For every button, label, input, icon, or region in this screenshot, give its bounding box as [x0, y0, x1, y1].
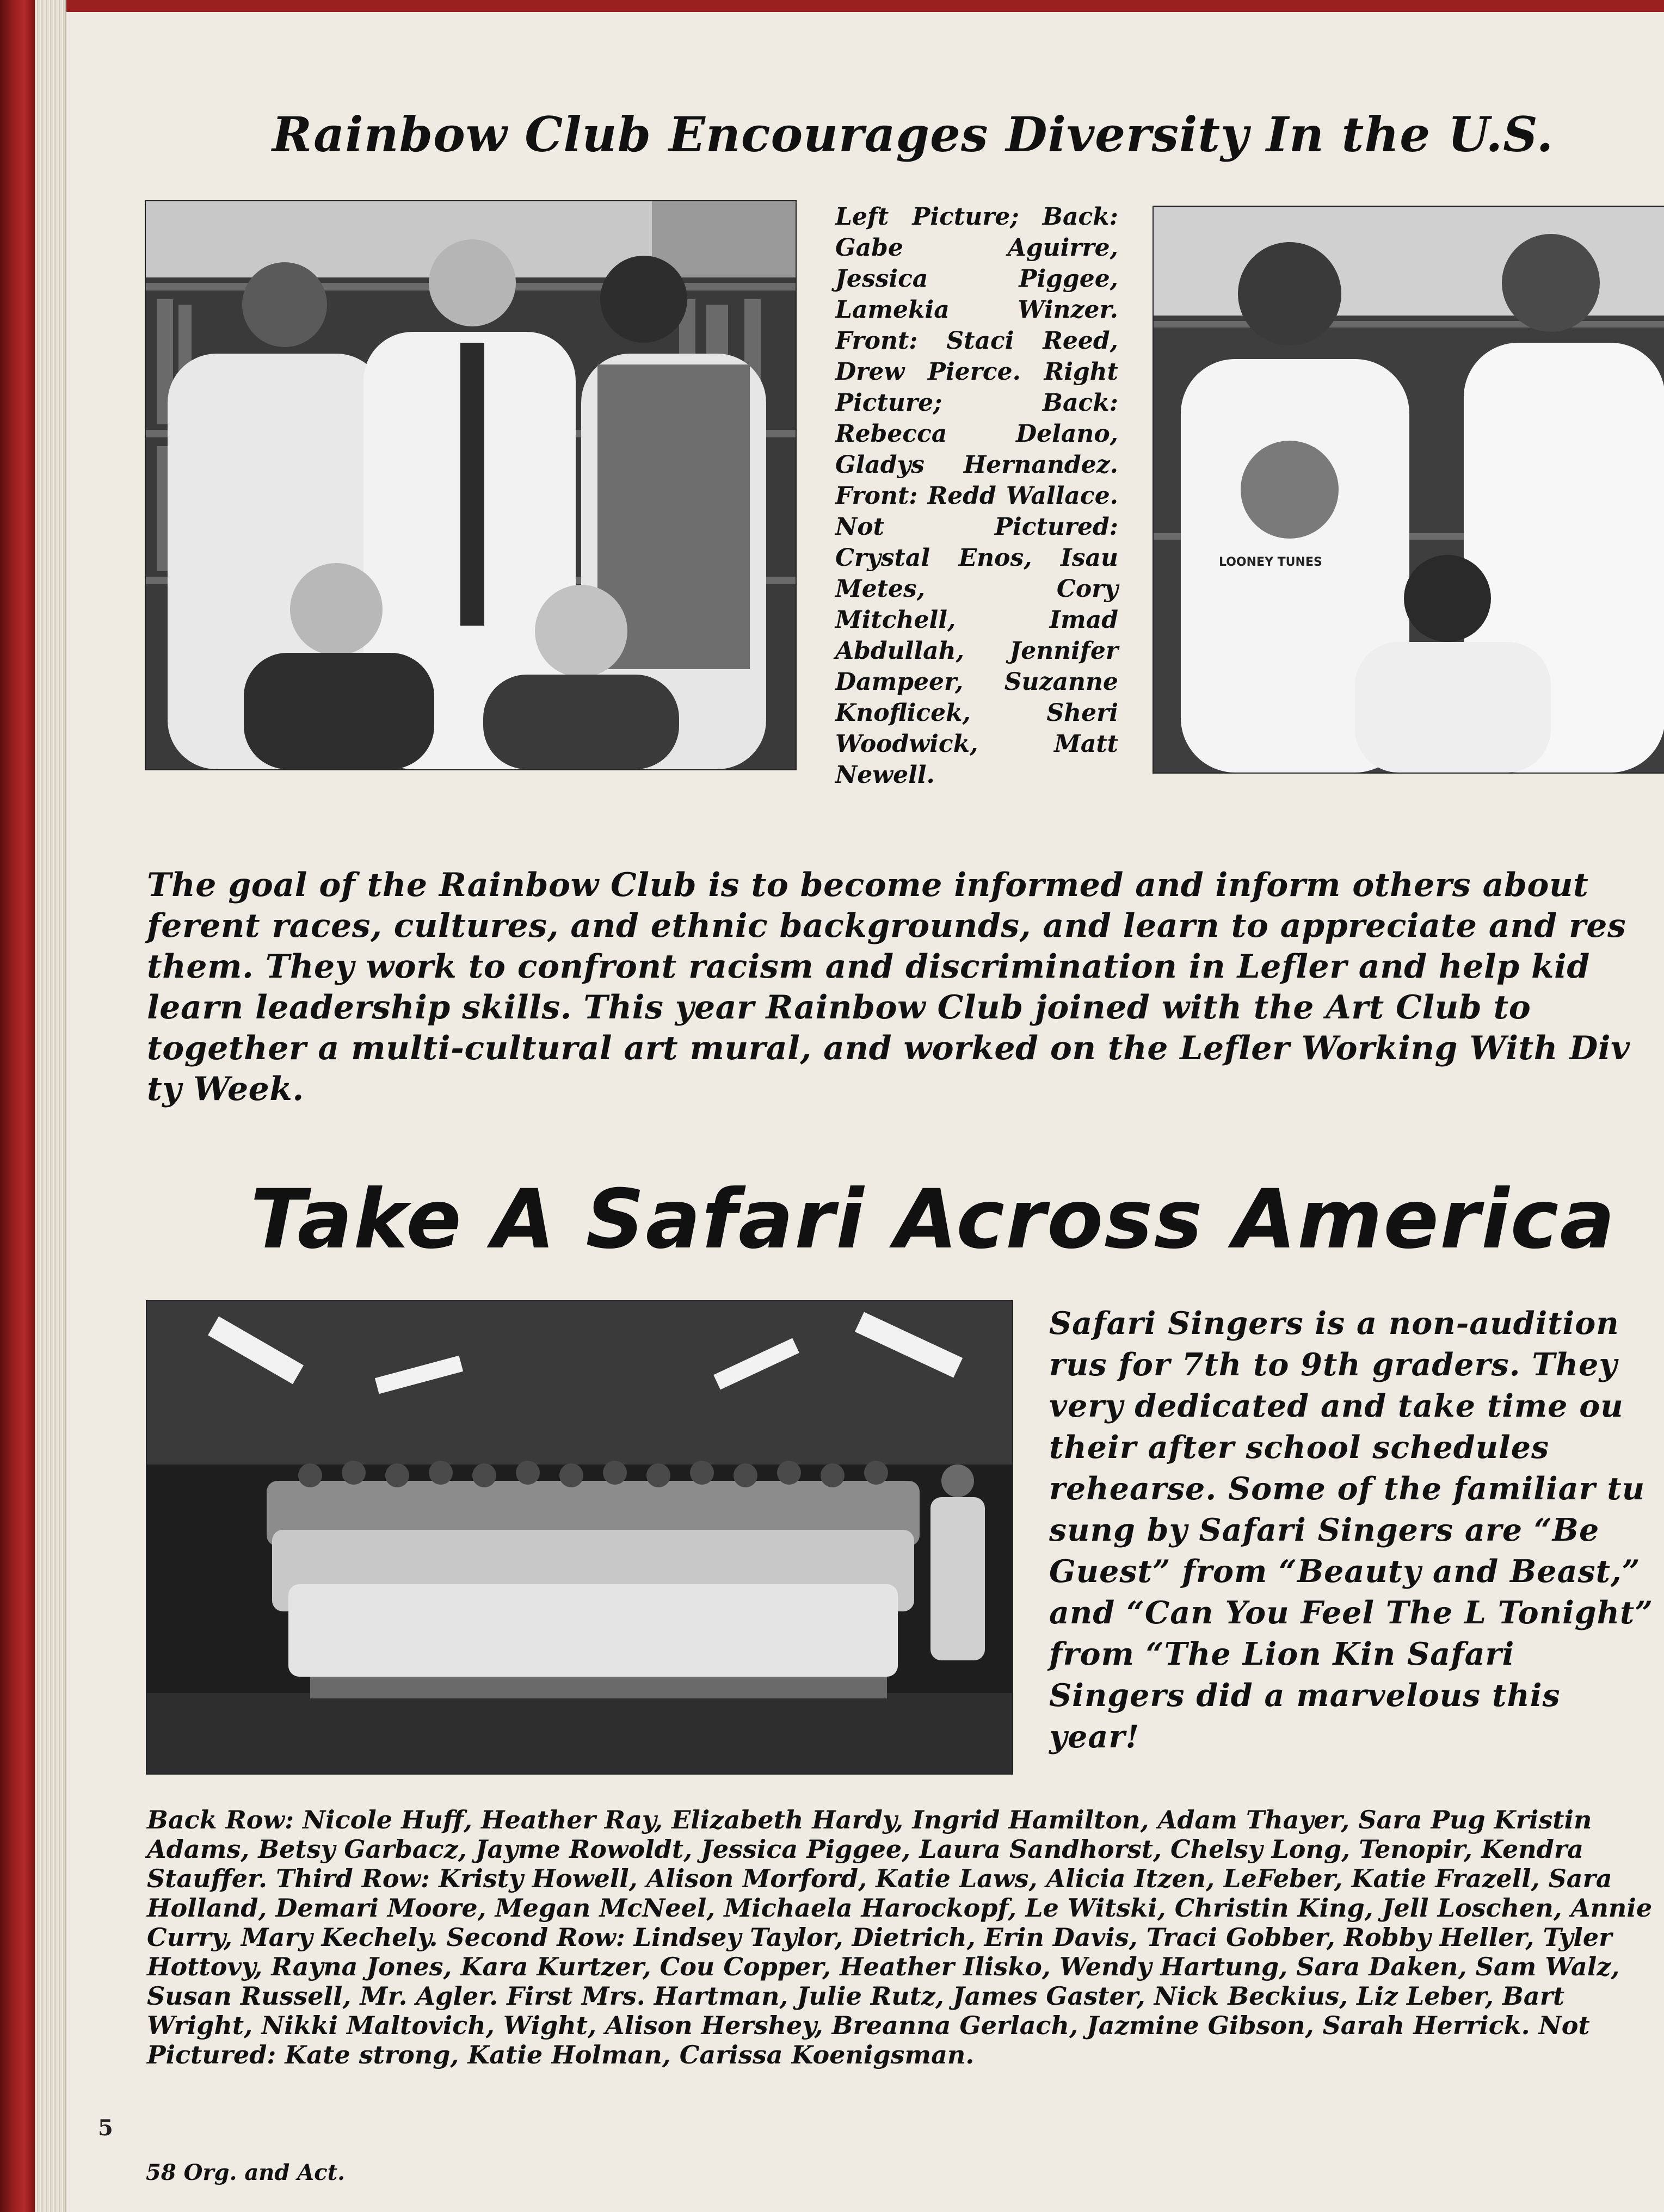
rainbow-photo-left	[145, 200, 797, 770]
rainbow-photo-right-image	[1154, 207, 1664, 773]
safari-headline: Take A Safari Across America	[250, 1172, 1616, 1267]
rainbow-photo-right	[1153, 206, 1664, 774]
book-binding	[0, 0, 35, 2212]
stacked-page-edges	[35, 0, 66, 2212]
shirt-text: LOONEY TUNES	[1219, 555, 1322, 569]
safari-singers-photo	[146, 1300, 1013, 1775]
rainbow-photo-left-image	[146, 201, 796, 769]
rainbow-headline: Rainbow Club Encourages Diversity In the U.S.	[272, 106, 1554, 163]
safari-body-text: Safari Singers is a non-audition rus for 7th to 9th graders. They very dedicated and take time ou their after school schedules rehearse. Some of the familiar tu sung by Safari Singers are “Be Guest” from “Beauty and Beast,” and “Can You Feel The L Tonight” from “The Lion Kin Safari Singers did a marvelous this year!	[1049, 1305, 1654, 1755]
safari-singers-photo-image	[147, 1301, 1012, 1774]
safari-names-caption: Back Row: Nicole Huff, Heather Ray, Elizabeth Hardy, Ingrid Hamilton, Adam Thayer, Sara Pug Kristin Adams, Betsy Garbacz, Jayme Rowoldt, Jessica Piggee, Laura Sandhorst, Chelsy Long, Tenopir, Kendra Stauffer. Third Row: Kristy Howell, Alison Morford, Katie Laws, Alicia Itzen, LeFeber, Katie Frazell, Sara Holland, Demari Moore, Megan McNeel, Michaela Harockopf, Le Witski, Christin King, Jell Loschen, Annie Curry, Mary Kechely. Second Row: Lindsey Taylor, Dietrich, Erin Davis, Traci Gobber, Robby Heller, Tyler Hottovy, Rayna Jones, Kara Kurtzer, Cou Copper, Heather Ilisko, Wendy Hartung, Sara Daken, Sam Walz, Susan Russell, Mr. Agler. First Mrs. Hartman, Julie Rutz, James Gaster, Nick Beckius, Liz Leber, Bart Wright, Nikki Maltovich, Wight, Alison Hershey, Breanna Gerlach, Jazmine Gibson, Sarah Herrick. Not Pictured: Kate strong, Katie Holman, Carissa Koenigsman.	[147, 1805, 1653, 2069]
page-edge-mark: 5	[98, 2115, 113, 2141]
rainbow-body-text: The goal of the Rainbow Club is to become informed and inform others about ferent races, cultures, and ethnic backgrounds, and learn to appreciate and res them. They work to confront racism and discrimination in Lefler and help kid learn leadership skills. This year Rainbow Club joined with the Art Club to together a multi-cultural art mural, and worked on the Lefler Working With Div ty Week.	[147, 866, 1630, 1108]
page-footer: 58 Org. and Act.	[146, 2160, 346, 2185]
rainbow-photo-caption: Left Picture; Back: Gabe Aguirre, Jessica Piggee, Lamekia Winzer. Front: Staci Reed, Drew Pierce. Right Picture; Back: Rebecca Delano, Gladys Hernandez. Front: Redd Wallace. Not Pictured: Crystal Enos, Isau Metes, Cory Mitchell, Imad Abdullah, Jennifer Dampeer, Suzanne Knoflicek, Sheri Woodwick, Matt Newell.	[835, 203, 1118, 789]
top-binding-band	[0, 0, 1664, 12]
